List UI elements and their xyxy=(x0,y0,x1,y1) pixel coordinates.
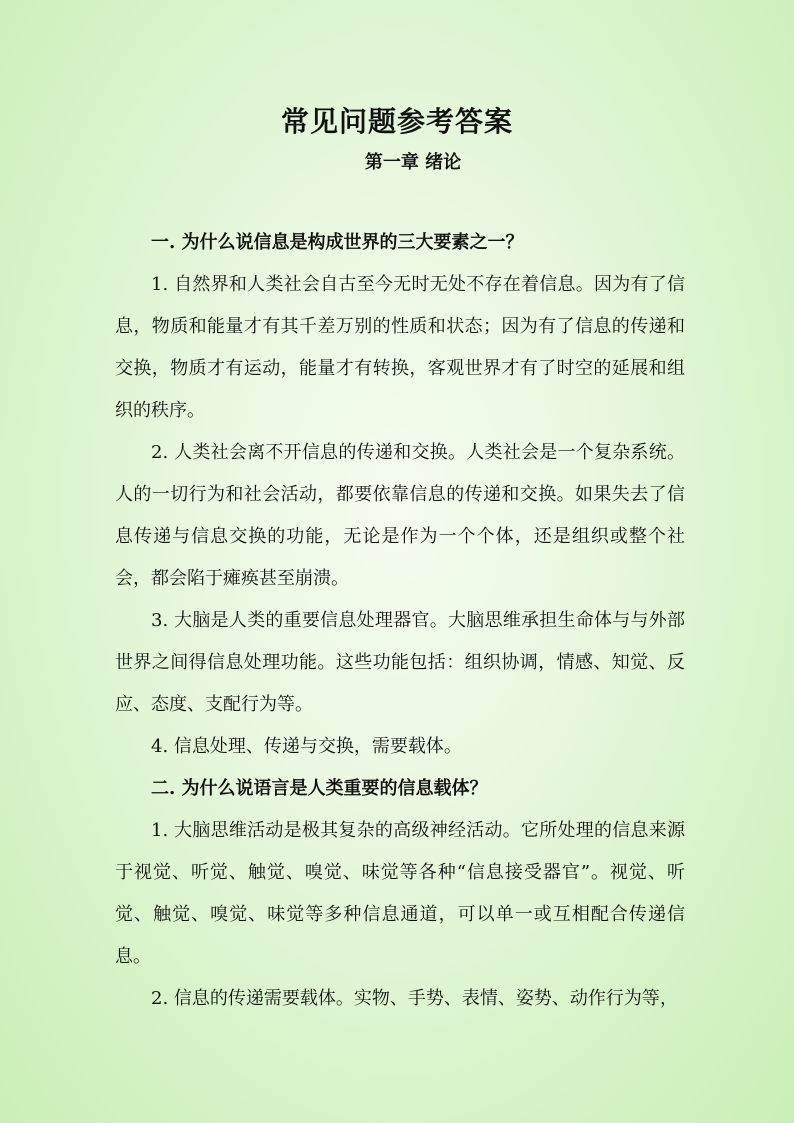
answer-paragraph: 2. 人类社会离不开信息的传递和交换。人类社会是一个复杂系统。人的一切行为和社会活动，都要依靠信息的传递和交换。如果失去了信息传递与信息交换的功能，无论是作为一个个体，还是组织或整个社会，都会陷于瘫痪甚至崩溃。 xyxy=(115,442,685,589)
answer-paragraph: 1. 大脑思维活动是极其复杂的高级神经活动。它所处理的信息来源于视觉、听觉、触觉、嗅觉、味觉等各种“信息接受器官”。视觉、听觉、触觉、嗅觉、味觉等多种信息通道，可以单一或互相配合传递信息。 xyxy=(115,820,685,967)
answer-paragraph: 4. 信息处理、传递与交换，需要载体。 xyxy=(151,736,462,757)
answer-paragraph: 3. 大脑是人类的重要信息处理器官。大脑思维承担生命体与与外部世界之间得信息处理功能。这些功能包括：组织协调，情感、知觉、反应、态度、支配行为等。 xyxy=(115,610,685,715)
question-heading: 一. 为什么说信息是构成世界的三大要素之一？ xyxy=(151,232,524,253)
chapter-heading: 第一章 绪论 xyxy=(364,152,462,173)
answer-paragraph: 2. 信息的传递需要载体。实物、手势、表情、姿势、动作行为等， xyxy=(151,988,678,1009)
document-body xyxy=(115,222,685,1020)
answer-paragraph: 1. 自然界和人类社会自古至今无时无处不存在着信息。因为有了信息，物质和能量才有其千差万别的性质和状态；因为有了信息的传递和交换，物质才有运动，能量才有转换，客观世界才有了时空的延展和组织的秩序。 xyxy=(115,274,685,421)
question-heading: 二. 为什么说语言是人类重要的信息载体？ xyxy=(151,778,488,799)
page-title: 常见问题参考答案 xyxy=(280,105,513,138)
